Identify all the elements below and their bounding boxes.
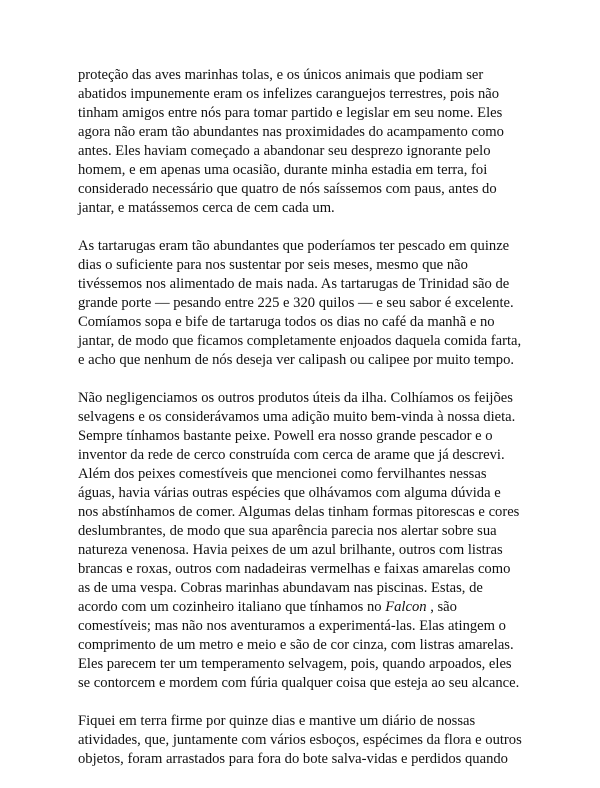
text-line: Além dos peixes comestíveis que mencionei como fervilhantes nessas — [78, 466, 487, 482]
text-line: comprimento de um metro e meio e são de cor cinza, com listras amarelas. — [78, 637, 514, 653]
text-line: grande porte — pesando entre 225 e 320 quilos — e seu sabor é excelente. — [78, 295, 514, 311]
text-line: deslumbrantes, de modo que sua aparência parecia nos alertar sobre sua — [78, 523, 497, 539]
text-line: tivéssemos nos alimentado de mais nada. As tartarugas de Trinidad são de — [78, 276, 510, 292]
paragraph-2 — [78, 237, 528, 370]
text-line: nos abstínhamos de comer. Algumas delas tinham formas pitorescas e cores — [78, 504, 520, 520]
document-body — [78, 66, 528, 769]
text-line: Sempre tínhamos bastante peixe. Powell era nosso grande pescador e o — [78, 428, 493, 444]
text-segment: , são — [426, 599, 457, 615]
text-line: inventor da rede de cerco construída com cerca de arame que já descrevi. — [78, 447, 505, 463]
text-line: tinham amigos entre nós para tomar partido e legislar em seu nome. Eles — [78, 105, 503, 121]
text-line: objetos, foram arrastados para fora do bote salva-vidas e perdidos quando — [78, 751, 508, 767]
text-line: As tartarugas eram tão abundantes que poderíamos ter pescado em quinze — [78, 238, 510, 254]
text-line: jantar, de modo que ficamos completamente enjoados daquela comida farta, — [78, 333, 522, 349]
text-line: Eles parecem ter um temperamento selvagem, pois, quando arpoados, eles — [78, 656, 512, 672]
paragraph-3 — [78, 389, 528, 693]
text-line: as de uma vespa. Cobras marinhas abundavam nas piscinas. Estas, de — [78, 580, 483, 596]
text-line: considerado necessário que quatro de nós saíssemos com paus, antes do — [78, 181, 497, 197]
text-line: atividades, que, juntamente com vários esboços, espécimes da flora e outros — [78, 732, 522, 748]
ship-name-italic: Falcon — [385, 599, 427, 615]
text-line: antes. Eles haviam começado a abandonar seu desprezo ignorante pelo — [78, 143, 491, 159]
document-page — [78, 66, 528, 788]
text-line: homem, e em apenas uma ocasião, durante minha estadia em terra, foi — [78, 162, 488, 178]
text-line — [78, 598, 528, 617]
paragraph-1 — [78, 66, 528, 218]
text-line: proteção das aves marinhas tolas, e os únicos animais que podiam ser — [78, 67, 484, 83]
text-line: brancas e roxas, outros com nadadeiras vermelhas e faixas amarelas como — [78, 561, 511, 577]
text-line: comestíveis; mas não nos aventuramos a experimentá-las. Elas atingem o — [78, 618, 506, 634]
text-line: jantar, e matássemos cerca de cem cada um. — [78, 200, 335, 216]
text-line: agora não eram tão abundantes nas proximidades do acampamento como — [78, 124, 504, 140]
text-line: dias o suficiente para nos sustentar por seis meses, mesmo que não — [78, 257, 468, 273]
text-line: selvagens e os considerávamos uma adição muito bem-vinda à nossa dieta. — [78, 409, 516, 425]
text-segment: acordo com um cozinheiro italiano que tínhamos no — [78, 599, 386, 615]
text-line: se contorcem e mordem com fúria qualquer coisa que esteja ao seu alcance. — [78, 675, 520, 691]
text-line: natureza venenosa. Havia peixes de um azul brilhante, outros com listras — [78, 542, 503, 558]
text-line: águas, havia várias outras espécies que olhávamos com alguma dúvida e — [78, 485, 501, 501]
text-line: Comíamos sopa e bife de tartaruga todos os dias no café da manhã e no — [78, 314, 495, 330]
text-line: e acho que nenhum de nós deseja ver calipash ou calipee por muito tempo. — [78, 352, 515, 368]
paragraph-4 — [78, 712, 528, 769]
text-line: abatidos impunemente eram os infelizes caranguejos terrestres, pois não — [78, 86, 500, 102]
text-line: Fiquei em terra firme por quinze dias e mantive um diário de nossas — [78, 713, 476, 729]
text-line: Não negligenciamos os outros produtos úteis da ilha. Colhíamos os feijões — [78, 390, 513, 406]
